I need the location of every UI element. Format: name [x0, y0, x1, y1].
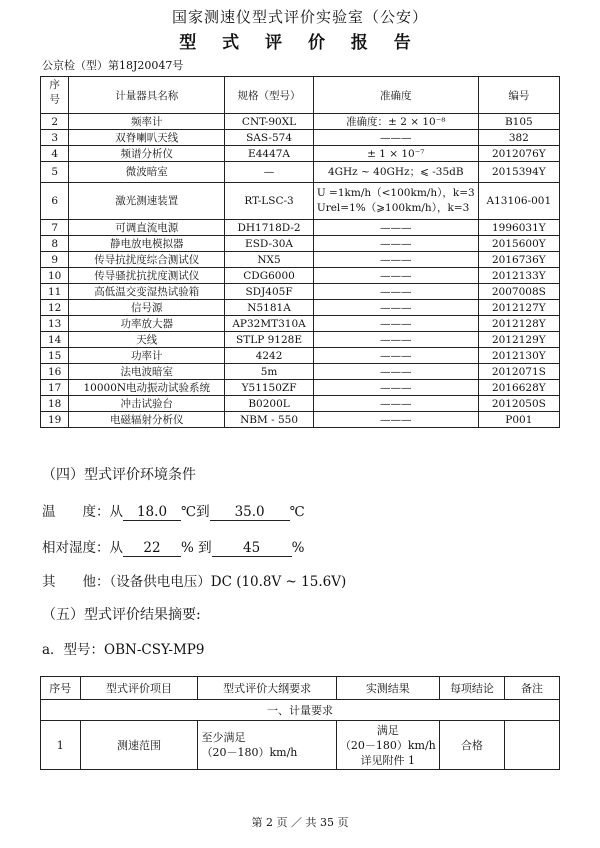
equipment-accuracy: ———	[313, 252, 478, 268]
page-footer: 第 2 页 ／ 共 35 页	[251, 816, 349, 829]
other-conditions-line: 其 他：（设备供电电压）DC (10.8V ~ 15.6V)	[42, 574, 347, 590]
equipment-name: 静电放电模拟器	[69, 236, 225, 252]
equipment-accuracy: ———	[313, 396, 478, 412]
equipment-row	[41, 236, 560, 252]
equipment-table-header	[41, 77, 560, 114]
equipment-name: 传导骚扰抗扰度测试仪	[69, 268, 225, 284]
equipment-model: CNT-90XL	[225, 114, 314, 130]
equipment-serial: 2012128Y	[478, 316, 559, 332]
equipment-model: SDJ405F	[225, 284, 314, 300]
temperature-unit-1: ℃到	[181, 504, 210, 520]
results-result-line2: （20－180）km/h	[339, 738, 436, 752]
equipment-accuracy: ———	[313, 332, 478, 348]
equipment-seq: 12	[41, 300, 69, 316]
equipment-accuracy: ———	[313, 364, 478, 380]
equipment-model: SAS-574	[225, 130, 314, 146]
equipment-name: 可调直流电源	[69, 220, 225, 236]
equipment-model: Y51150ZF	[225, 380, 314, 396]
equipment-seq: 6	[41, 183, 69, 220]
equipment-model: 5m	[225, 364, 314, 380]
equipment-name: 频率计	[69, 114, 225, 130]
results-table	[40, 676, 560, 770]
equipment-serial: 2015394Y	[478, 162, 559, 183]
equipment-serial: 2012071S	[478, 364, 559, 380]
equipment-accuracy: ———	[313, 130, 478, 146]
equipment-row	[41, 162, 560, 183]
equipment-accuracy: ———	[313, 348, 478, 364]
equipment-name: 高低温交变湿热试验箱	[69, 284, 225, 300]
temperature-unit-2: ℃	[289, 504, 305, 520]
equipment-row	[41, 220, 560, 236]
equipment-model: N5181A	[225, 300, 314, 316]
equipment-model: ESD-30A	[225, 236, 314, 252]
equipment-row	[41, 300, 560, 316]
col-header-model: 规格（型号）	[225, 77, 314, 114]
equipment-name: 传导抗扰度综合测试仪	[69, 252, 225, 268]
humidity-from: 22	[123, 540, 181, 557]
col-header-name: 计量器具名称	[69, 77, 225, 114]
equipment-accuracy-line1: U =1km/h（<100km/h），k=3	[316, 187, 475, 199]
results-result-line3: 详见附件 1	[360, 753, 416, 767]
equipment-serial: 2012127Y	[478, 300, 559, 316]
equipment-name: 10000N电动振动试验系统	[69, 380, 225, 396]
equipment-accuracy: ———	[313, 220, 478, 236]
results-col-seq: 序号	[41, 677, 81, 700]
equipment-name: 冲击试验台	[69, 396, 225, 412]
results-conclusion: 合格	[439, 721, 504, 770]
equipment-name: 功率放大器	[69, 316, 225, 332]
results-seq: 1	[41, 721, 81, 770]
model-line: a．型号：OBN-CSY-MP9	[42, 642, 205, 658]
equipment-row	[41, 348, 560, 364]
results-col-conclusion: 每项结论	[439, 677, 504, 700]
equipment-name: 功率计	[69, 348, 225, 364]
temperature-label: 温 度：从	[42, 504, 123, 520]
humidity-line	[42, 536, 304, 557]
equipment-serial: P001	[478, 412, 559, 428]
equipment-row	[41, 380, 560, 396]
results-requirement	[198, 721, 336, 770]
equipment-model: NBM - 550	[225, 412, 314, 428]
equipment-row	[41, 396, 560, 412]
results-requirement-line2: （20－180）km/h	[201, 746, 298, 759]
temperature-line	[42, 500, 305, 521]
equipment-seq: 15	[41, 348, 69, 364]
humidity-unit-1: % 到	[181, 540, 212, 556]
equipment-serial: A13106-001	[478, 183, 559, 220]
results-row	[41, 721, 560, 770]
equipment-row	[41, 316, 560, 332]
temperature-from: 18.0	[123, 504, 181, 521]
equipment-table	[40, 76, 560, 428]
equipment-accuracy-line2: Urel=1%（⩾100km/h），k=3	[316, 202, 470, 214]
equipment-row	[41, 114, 560, 130]
results-col-requirement: 型式评价大纲要求	[198, 677, 336, 700]
col-header-serial: 编号	[478, 77, 559, 114]
equipment-accuracy: ———	[313, 268, 478, 284]
equipment-serial: 2015600Y	[478, 236, 559, 252]
equipment-serial: B105	[478, 114, 559, 130]
equipment-model: 4242	[225, 348, 314, 364]
equipment-serial: 2016628Y	[478, 380, 559, 396]
equipment-row	[41, 364, 560, 380]
equipment-serial: 2012050S	[478, 396, 559, 412]
equipment-name: 双脊喇叭天线	[69, 130, 225, 146]
equipment-serial: 2012133Y	[478, 268, 559, 284]
equipment-accuracy	[313, 183, 478, 220]
equipment-seq: 4	[41, 146, 69, 162]
equipment-model: E4447A	[225, 146, 314, 162]
results-result-line1: 满足	[376, 723, 399, 737]
equipment-model: DH1718D-2	[225, 220, 314, 236]
results-table-header	[41, 677, 560, 700]
equipment-model: CDG6000	[225, 268, 314, 284]
environment-heading: （四）型式评价环境条件	[42, 467, 196, 483]
humidity-label: 相对湿度：从	[42, 540, 123, 556]
equipment-serial: 2012129Y	[478, 332, 559, 348]
results-col-result: 实测结果	[336, 677, 439, 700]
equipment-seq: 17	[41, 380, 69, 396]
equipment-name: 电磁辐射分析仪	[69, 412, 225, 428]
equipment-seq: 19	[41, 412, 69, 428]
equipment-seq: 10	[41, 268, 69, 284]
humidity-unit-2: %	[291, 540, 305, 556]
equipment-seq: 14	[41, 332, 69, 348]
report-number: 公京检（型）第18J20047号	[42, 59, 184, 72]
results-requirement-line1: 至少满足	[201, 731, 246, 744]
results-col-remark: 备注	[505, 677, 560, 700]
equipment-model: RT-LSC-3	[225, 183, 314, 220]
equipment-row	[41, 252, 560, 268]
equipment-seq: 18	[41, 396, 69, 412]
equipment-accuracy: 4GHz ~ 40GHz；⩽ -35dB	[313, 162, 478, 183]
equipment-serial: 2012076Y	[478, 146, 559, 162]
equipment-seq: 7	[41, 220, 69, 236]
equipment-model: B0200L	[225, 396, 314, 412]
equipment-seq: 8	[41, 236, 69, 252]
equipment-accuracy: ———	[313, 236, 478, 252]
equipment-model: —	[225, 162, 314, 183]
equipment-accuracy: ———	[313, 300, 478, 316]
equipment-seq: 13	[41, 316, 69, 332]
equipment-row	[41, 284, 560, 300]
equipment-seq: 11	[41, 284, 69, 300]
equipment-row	[41, 412, 560, 428]
equipment-serial: 382	[478, 130, 559, 146]
equipment-serial: 2012130Y	[478, 348, 559, 364]
equipment-seq: 9	[41, 252, 69, 268]
temperature-to: 35.0	[210, 504, 290, 521]
equipment-row	[41, 183, 560, 220]
summary-heading: （五）型式评价结果摘要:	[42, 607, 201, 623]
report-title: 型 式 评 价 报 告	[179, 33, 421, 53]
equipment-model: STLP 9128E	[225, 332, 314, 348]
equipment-serial: 2016736Y	[478, 252, 559, 268]
equipment-model: AP32MT310A	[225, 316, 314, 332]
results-result	[336, 721, 439, 770]
equipment-accuracy: ± 1 × 10⁻⁷	[313, 146, 478, 162]
equipment-name: 频谱分析仪	[69, 146, 225, 162]
equipment-name: 信号源	[69, 300, 225, 316]
equipment-accuracy: 准确度：± 2 × 10⁻⁸	[313, 114, 478, 130]
equipment-seq: 3	[41, 130, 69, 146]
humidity-to: 45	[212, 540, 292, 557]
equipment-accuracy: ———	[313, 412, 478, 428]
results-item: 测速范围	[80, 721, 198, 770]
equipment-name: 激光测速装置	[69, 183, 225, 220]
equipment-name: 微波暗室	[69, 162, 225, 183]
results-remark	[505, 721, 560, 770]
results-group-label: 一、计量要求	[41, 700, 560, 721]
equipment-accuracy: ———	[313, 284, 478, 300]
equipment-seq: 16	[41, 364, 69, 380]
institution-name: 国家测速仪型式评价实验室（公安）	[171, 8, 428, 26]
equipment-row	[41, 146, 560, 162]
equipment-serial: 2007008S	[478, 284, 559, 300]
results-col-item: 型式评价项目	[80, 677, 198, 700]
equipment-row	[41, 268, 560, 284]
equipment-seq: 2	[41, 114, 69, 130]
equipment-name: 法电波暗室	[69, 364, 225, 380]
results-group-row	[41, 700, 560, 721]
equipment-name: 天线	[69, 332, 225, 348]
equipment-row	[41, 332, 560, 348]
equipment-seq: 5	[41, 162, 69, 183]
equipment-row	[41, 130, 560, 146]
equipment-serial: 1996031Y	[478, 220, 559, 236]
equipment-accuracy: ———	[313, 380, 478, 396]
col-header-accuracy: 准确度	[313, 77, 478, 114]
equipment-model: NX5	[225, 252, 314, 268]
equipment-accuracy: ———	[313, 316, 478, 332]
col-header-seq: 序号	[41, 77, 69, 114]
